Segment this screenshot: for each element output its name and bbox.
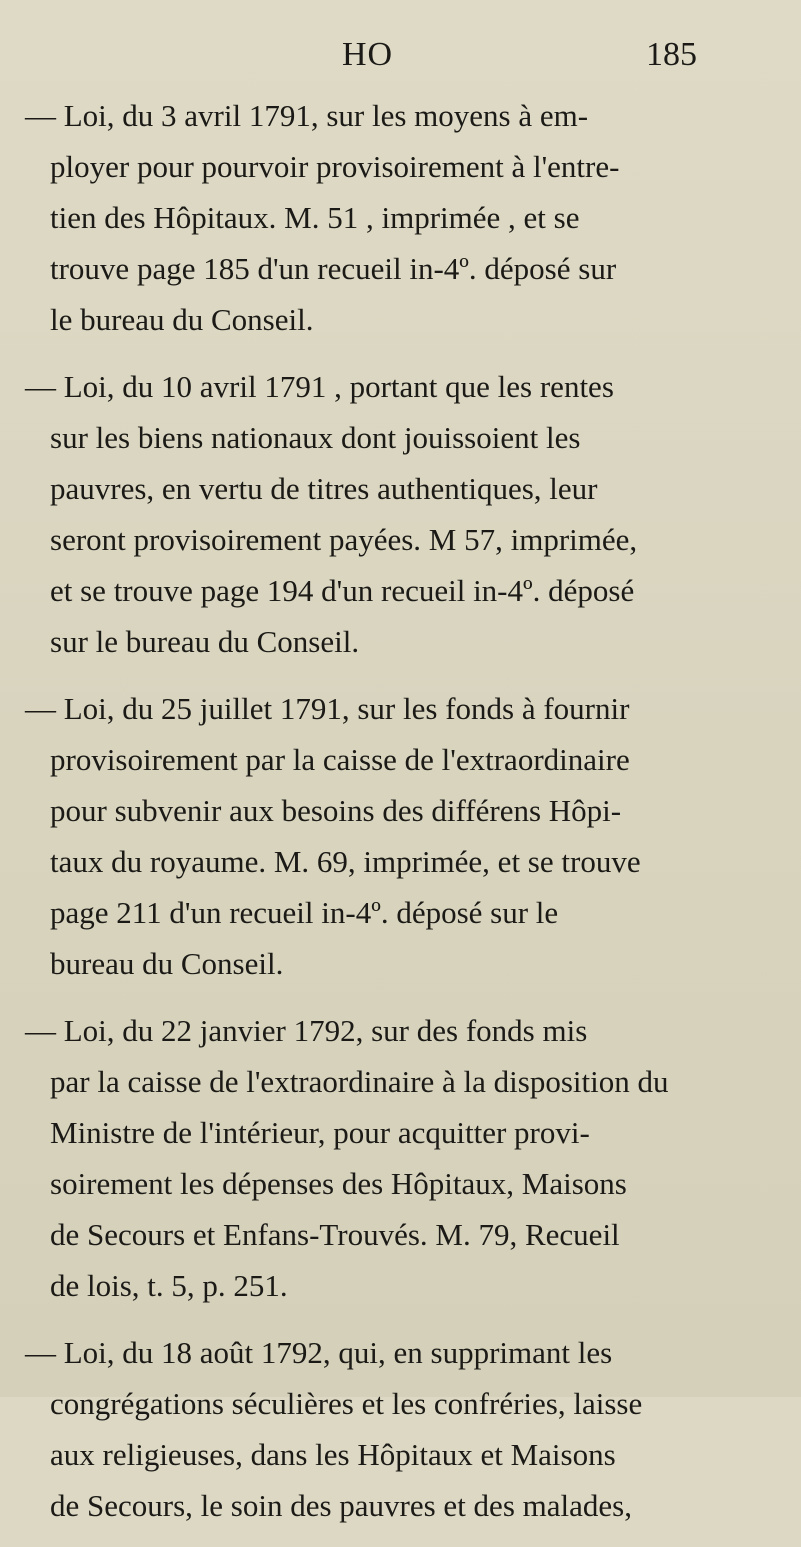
- text-line: ployer pour pourvoir provisoirement à l'entre-: [50, 149, 620, 184]
- text-line: — Loi, du 10 avril 1791 , portant que les rentes: [25, 369, 614, 404]
- text-line: soirement les dépenses des Hôpitaux, Maisons: [50, 1166, 627, 1201]
- text-line: pauvres, en vertu de titres authentiques, leur: [50, 471, 598, 506]
- text-line: de lois, t. 5, p. 251.: [50, 1268, 288, 1303]
- text-line: le bureau du Conseil.: [50, 302, 314, 337]
- text-line: — Loi, du 22 janvier 1792, sur des fonds mis: [25, 1013, 588, 1048]
- text-line: Ministre de l'intérieur, pour acquitter provi-: [50, 1115, 590, 1150]
- text-line: et se trouve page 194 d'un recueil in-4º. déposé: [50, 573, 635, 608]
- text-line: — Loi, du 18 août 1792, qui, en supprimant les: [25, 1335, 613, 1370]
- text-line: — Loi, du 3 avril 1791, sur les moyens à em-: [25, 98, 589, 133]
- law-entry: [0, 1327, 801, 1531]
- text-line: seront provisoirement payées. M 57, imprimée,: [50, 522, 638, 557]
- text-line: de Secours, le soin des pauvres et des malades,: [50, 1488, 632, 1523]
- running-head: [0, 36, 801, 86]
- text-line: page 211 d'un recueil in-4º. déposé sur le: [50, 895, 559, 930]
- text-line: aux religieuses, dans les Hôpitaux et Maisons: [50, 1437, 616, 1472]
- text-line: par la caisse de l'extraordinaire à la disposition du: [50, 1064, 669, 1099]
- text-line: congrégations séculières et les confréries, laisse: [50, 1386, 643, 1421]
- text-line: sur le bureau du Conseil.: [50, 624, 360, 659]
- text-line: — Loi, du 25 juillet 1791, sur les fonds à fournir: [25, 691, 630, 726]
- law-entry: [0, 90, 801, 345]
- text-line: trouve page 185 d'un recueil in-4º. déposé sur: [50, 251, 617, 286]
- law-entry: [0, 1005, 801, 1311]
- page-number: 185: [646, 36, 697, 73]
- law-entry: [0, 683, 801, 989]
- text-line: pour subvenir aux besoins des différens Hôpi-: [50, 793, 622, 828]
- text-line: provisoirement par la caisse de l'extraordinaire: [50, 742, 630, 777]
- law-entry: [0, 361, 801, 667]
- text-line: sur les biens nationaux dont jouissoient les: [50, 420, 581, 455]
- text-line: taux du royaume. M. 69, imprimée, et se trouve: [50, 844, 641, 879]
- body-text: [0, 90, 801, 1547]
- text-line: bureau du Conseil.: [50, 946, 284, 981]
- running-head-word: HO: [342, 36, 394, 73]
- text-line: de Secours et Enfans-Trouvés. M. 79, Recueil: [50, 1217, 620, 1252]
- text-line: tien des Hôpitaux. M. 51 , imprimée , et se: [50, 200, 580, 235]
